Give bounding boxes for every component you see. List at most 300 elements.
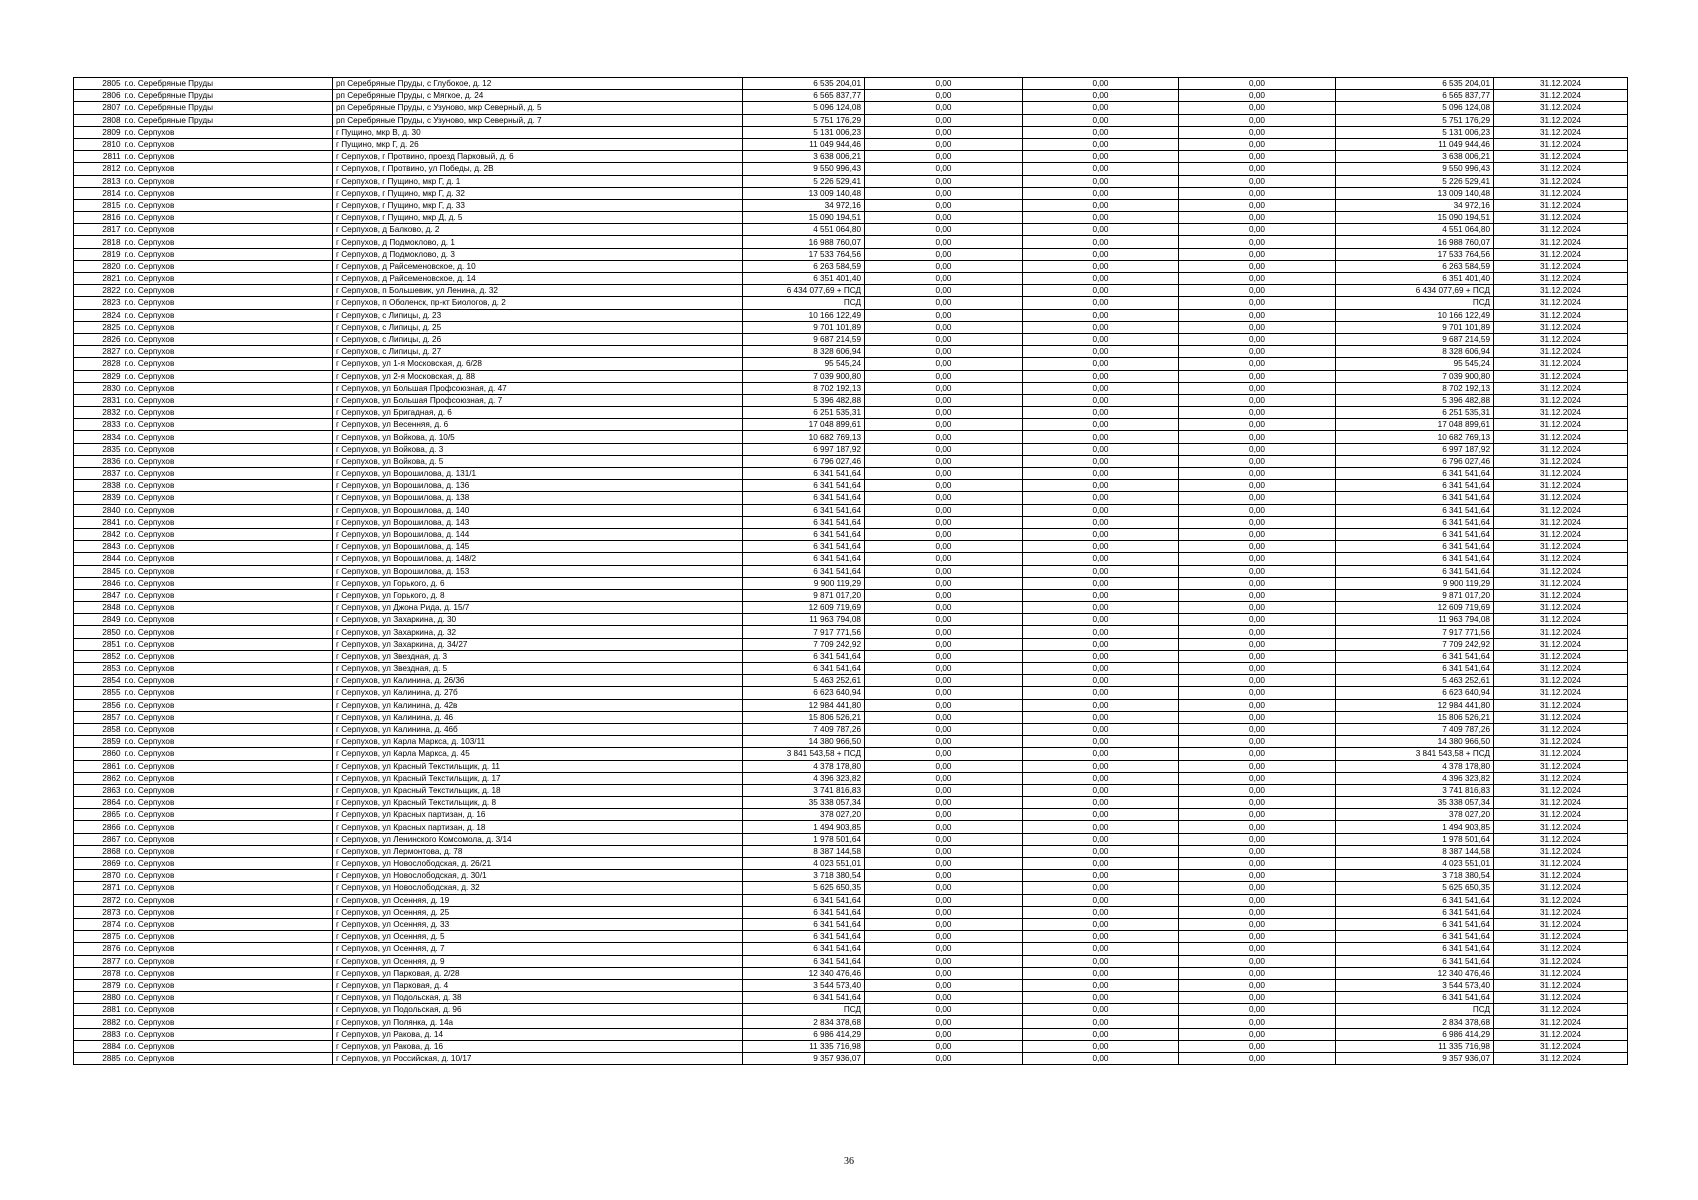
- remaining-cost-cell: 13 009 140,48: [1336, 187, 1494, 199]
- table-row: [74, 102, 1628, 114]
- value-cell-a: 0,00: [865, 918, 1023, 930]
- municipality-cell: г.о. Серпухов: [123, 1053, 333, 1065]
- remaining-cost-cell: 6 434 077,69 + ПСД: [1336, 285, 1494, 297]
- date-cell: 31.12.2024: [1494, 821, 1628, 833]
- row-number: 2885: [74, 1053, 123, 1065]
- value-cell-a: 0,00: [865, 845, 1023, 857]
- row-number: 2868: [74, 845, 123, 857]
- value-cell-c: 0,00: [1179, 1016, 1336, 1028]
- municipality-cell: г.о. Серпухов: [123, 870, 333, 882]
- municipality-cell: г.о. Серпухов: [123, 224, 333, 236]
- remaining-cost-cell: 95 545,24: [1336, 358, 1494, 370]
- table-row: [74, 468, 1628, 480]
- value-cell-b: 0,00: [1023, 711, 1179, 723]
- table-row: [74, 589, 1628, 601]
- remaining-cost-cell: 6 341 541,64: [1336, 650, 1494, 662]
- value-cell-b: 0,00: [1023, 760, 1179, 772]
- value-cell-c: 0,00: [1179, 407, 1336, 419]
- municipality-cell: г.о. Серебряные Пруды: [123, 102, 333, 114]
- date-cell: 31.12.2024: [1494, 1004, 1628, 1016]
- municipality-cell: г.о. Серпухов: [123, 187, 333, 199]
- value-cell-c: 0,00: [1179, 931, 1336, 943]
- date-cell: 31.12.2024: [1494, 699, 1628, 711]
- remaining-cost-cell: 34 972,16: [1336, 199, 1494, 211]
- row-number: 2830: [74, 382, 123, 394]
- table-row: [74, 687, 1628, 699]
- total-cost-cell: 15 806 526,21: [743, 711, 865, 723]
- value-cell-a: 0,00: [865, 382, 1023, 394]
- value-cell-c: 0,00: [1179, 126, 1336, 138]
- table-row: [74, 809, 1628, 821]
- remaining-cost-cell: 11 335 716,98: [1336, 1040, 1494, 1052]
- total-cost-cell: 6 997 187,92: [743, 443, 865, 455]
- date-cell: 31.12.2024: [1494, 468, 1628, 480]
- value-cell-c: 0,00: [1179, 212, 1336, 224]
- value-cell-c: 0,00: [1179, 199, 1336, 211]
- date-cell: 31.12.2024: [1494, 772, 1628, 784]
- value-cell-a: 0,00: [865, 480, 1023, 492]
- address-cell: г Серпухов, д Подмоклово, д. 1: [333, 236, 743, 248]
- value-cell-a: 0,00: [865, 992, 1023, 1004]
- total-cost-cell: ПСД: [743, 1004, 865, 1016]
- address-cell: г Серпухов, г Протвино, проезд Парковый, д. 6: [333, 151, 743, 163]
- address-cell: г Серпухов, ул 2-я Московская, д. 88: [333, 370, 743, 382]
- value-cell-a: 0,00: [865, 784, 1023, 796]
- remaining-cost-cell: 1 494 903,85: [1336, 821, 1494, 833]
- address-cell: г Серпухов, ул Ракова, д. 16: [333, 1040, 743, 1052]
- total-cost-cell: 34 972,16: [743, 199, 865, 211]
- row-number: 2865: [74, 809, 123, 821]
- row-number: 2821: [74, 273, 123, 285]
- value-cell-b: 0,00: [1023, 78, 1179, 90]
- value-cell-a: 0,00: [865, 687, 1023, 699]
- table-row: [74, 858, 1628, 870]
- remaining-cost-cell: 6 341 541,64: [1336, 480, 1494, 492]
- municipality-cell: г.о. Серпухов: [123, 943, 333, 955]
- value-cell-c: 0,00: [1179, 967, 1336, 979]
- row-number: 2837: [74, 468, 123, 480]
- municipality-cell: г.о. Серпухов: [123, 443, 333, 455]
- value-cell-b: 0,00: [1023, 468, 1179, 480]
- value-cell-b: 0,00: [1023, 309, 1179, 321]
- value-cell-b: 0,00: [1023, 1028, 1179, 1040]
- table-row: [74, 748, 1628, 760]
- municipality-cell: г.о. Серпухов: [123, 480, 333, 492]
- total-cost-cell: 13 009 140,48: [743, 187, 865, 199]
- value-cell-c: 0,00: [1179, 699, 1336, 711]
- table-row: [74, 833, 1628, 845]
- value-cell-c: 0,00: [1179, 163, 1336, 175]
- remaining-cost-cell: 6 341 541,64: [1336, 553, 1494, 565]
- value-cell-b: 0,00: [1023, 431, 1179, 443]
- table-row: [74, 1040, 1628, 1052]
- value-cell-b: 0,00: [1023, 955, 1179, 967]
- municipality-cell: г.о. Серпухов: [123, 431, 333, 443]
- total-cost-cell: 11 963 794,08: [743, 614, 865, 626]
- table-row: [74, 394, 1628, 406]
- table-row: [74, 236, 1628, 248]
- value-cell-c: 0,00: [1179, 224, 1336, 236]
- total-cost-cell: 9 900 119,29: [743, 577, 865, 589]
- value-cell-a: 0,00: [865, 870, 1023, 882]
- value-cell-b: 0,00: [1023, 1040, 1179, 1052]
- municipality-cell: г.о. Серпухов: [123, 285, 333, 297]
- total-cost-cell: 12 609 719,69: [743, 602, 865, 614]
- value-cell-b: 0,00: [1023, 797, 1179, 809]
- municipality-cell: г.о. Серпухов: [123, 175, 333, 187]
- total-cost-cell: 8 328 606,94: [743, 346, 865, 358]
- table-row: [74, 248, 1628, 260]
- remaining-cost-cell: 4 551 064,80: [1336, 224, 1494, 236]
- municipality-cell: г.о. Серпухов: [123, 565, 333, 577]
- table-row: [74, 273, 1628, 285]
- address-cell: г Серпухов, ул Ворошилова, д. 148/2: [333, 553, 743, 565]
- value-cell-c: 0,00: [1179, 114, 1336, 126]
- municipality-cell: г.о. Серпухов: [123, 723, 333, 735]
- date-cell: 31.12.2024: [1494, 455, 1628, 467]
- value-cell-a: 0,00: [865, 260, 1023, 272]
- municipality-cell: г.о. Серпухов: [123, 273, 333, 285]
- value-cell-b: 0,00: [1023, 833, 1179, 845]
- date-cell: 31.12.2024: [1494, 126, 1628, 138]
- row-number: 2808: [74, 114, 123, 126]
- remaining-cost-cell: 9 687 214,59: [1336, 333, 1494, 345]
- value-cell-a: 0,00: [865, 199, 1023, 211]
- value-cell-b: 0,00: [1023, 992, 1179, 1004]
- value-cell-b: 0,00: [1023, 602, 1179, 614]
- municipality-cell: г.о. Серпухов: [123, 955, 333, 967]
- address-cell: г Серпухов, ул Осенняя, д. 7: [333, 943, 743, 955]
- address-cell: г Серпухов, ул Осенняя, д. 9: [333, 955, 743, 967]
- remaining-cost-cell: 6 341 541,64: [1336, 663, 1494, 675]
- value-cell-b: 0,00: [1023, 321, 1179, 333]
- value-cell-b: 0,00: [1023, 553, 1179, 565]
- value-cell-c: 0,00: [1179, 419, 1336, 431]
- remaining-cost-cell: 9 357 936,07: [1336, 1053, 1494, 1065]
- date-cell: 31.12.2024: [1494, 333, 1628, 345]
- row-number: 2849: [74, 614, 123, 626]
- value-cell-c: 0,00: [1179, 589, 1336, 601]
- address-cell: г Серпухов, ул Новослободская, д. 26/21: [333, 858, 743, 870]
- date-cell: 31.12.2024: [1494, 1053, 1628, 1065]
- row-number: 2858: [74, 723, 123, 735]
- value-cell-a: 0,00: [865, 358, 1023, 370]
- remaining-cost-cell: 6 341 541,64: [1336, 918, 1494, 930]
- value-cell-c: 0,00: [1179, 711, 1336, 723]
- table-row: [74, 760, 1628, 772]
- table-row: [74, 663, 1628, 675]
- municipality-cell: г.о. Серпухов: [123, 967, 333, 979]
- total-cost-cell: 6 341 541,64: [743, 565, 865, 577]
- municipality-cell: г.о. Серпухов: [123, 845, 333, 857]
- address-cell: г Серпухов, ул Бригадная, д. 6: [333, 407, 743, 419]
- row-number: 2818: [74, 236, 123, 248]
- total-cost-cell: 12 340 476,46: [743, 967, 865, 979]
- table-row: [74, 723, 1628, 735]
- value-cell-a: 0,00: [865, 614, 1023, 626]
- value-cell-b: 0,00: [1023, 504, 1179, 516]
- address-cell: г Серпухов, ул Осенняя, д. 25: [333, 906, 743, 918]
- remaining-cost-cell: 3 718 380,54: [1336, 870, 1494, 882]
- remaining-cost-cell: 6 341 541,64: [1336, 894, 1494, 906]
- row-number: 2866: [74, 821, 123, 833]
- remaining-cost-cell: 5 131 006,23: [1336, 126, 1494, 138]
- row-number: 2855: [74, 687, 123, 699]
- total-cost-cell: 9 550 996,43: [743, 163, 865, 175]
- total-cost-cell: 6 341 541,64: [743, 480, 865, 492]
- municipality-cell: г.о. Серпухов: [123, 248, 333, 260]
- value-cell-b: 0,00: [1023, 114, 1179, 126]
- date-cell: 31.12.2024: [1494, 260, 1628, 272]
- value-cell-a: 0,00: [865, 455, 1023, 467]
- municipality-cell: г.о. Серпухов: [123, 748, 333, 760]
- row-number: 2874: [74, 918, 123, 930]
- row-number: 2883: [74, 1028, 123, 1040]
- value-cell-a: 0,00: [865, 212, 1023, 224]
- row-number: 2814: [74, 187, 123, 199]
- total-cost-cell: 3 638 006,21: [743, 151, 865, 163]
- value-cell-a: 0,00: [865, 1028, 1023, 1040]
- total-cost-cell: 4 378 178,80: [743, 760, 865, 772]
- municipality-cell: г.о. Серпухов: [123, 675, 333, 687]
- row-number: 2853: [74, 663, 123, 675]
- value-cell-b: 0,00: [1023, 516, 1179, 528]
- value-cell-b: 0,00: [1023, 723, 1179, 735]
- total-cost-cell: 6 796 027,46: [743, 455, 865, 467]
- municipality-cell: г.о. Серпухов: [123, 906, 333, 918]
- remaining-cost-cell: 5 396 482,88: [1336, 394, 1494, 406]
- municipality-cell: г.о. Серпухов: [123, 882, 333, 894]
- remaining-cost-cell: 7 709 242,92: [1336, 638, 1494, 650]
- total-cost-cell: 14 380 966,50: [743, 736, 865, 748]
- municipality-cell: г.о. Серпухов: [123, 1016, 333, 1028]
- value-cell-b: 0,00: [1023, 1016, 1179, 1028]
- value-cell-a: 0,00: [865, 126, 1023, 138]
- address-cell: г Серпухов, ул Ворошилова, д. 140: [333, 504, 743, 516]
- value-cell-c: 0,00: [1179, 443, 1336, 455]
- remaining-cost-cell: 7 409 787,26: [1336, 723, 1494, 735]
- total-cost-cell: 5 625 650,35: [743, 882, 865, 894]
- date-cell: 31.12.2024: [1494, 394, 1628, 406]
- address-cell: г Серпухов, ул Лермонтова, д. 78: [333, 845, 743, 857]
- value-cell-c: 0,00: [1179, 480, 1336, 492]
- municipality-cell: г.о. Серпухов: [123, 212, 333, 224]
- date-cell: 31.12.2024: [1494, 309, 1628, 321]
- value-cell-b: 0,00: [1023, 589, 1179, 601]
- value-cell-b: 0,00: [1023, 906, 1179, 918]
- value-cell-c: 0,00: [1179, 858, 1336, 870]
- total-cost-cell: 5 226 529,41: [743, 175, 865, 187]
- address-cell: г Серпухов, ул Большая Профсоюзная, д. 7: [333, 394, 743, 406]
- total-cost-cell: 9 871 017,20: [743, 589, 865, 601]
- total-cost-cell: 6 341 541,64: [743, 955, 865, 967]
- value-cell-c: 0,00: [1179, 248, 1336, 260]
- remaining-cost-cell: 6 565 837,77: [1336, 90, 1494, 102]
- value-cell-b: 0,00: [1023, 346, 1179, 358]
- value-cell-a: 0,00: [865, 748, 1023, 760]
- address-cell: рп Серебряные Пруды, с Мягкое, д. 24: [333, 90, 743, 102]
- row-number: 2850: [74, 626, 123, 638]
- remaining-cost-cell: 14 380 966,50: [1336, 736, 1494, 748]
- remaining-cost-cell: 7 039 900,80: [1336, 370, 1494, 382]
- value-cell-c: 0,00: [1179, 565, 1336, 577]
- row-number: 2877: [74, 955, 123, 967]
- value-cell-b: 0,00: [1023, 931, 1179, 943]
- value-cell-b: 0,00: [1023, 784, 1179, 796]
- municipality-cell: г.о. Серпухов: [123, 638, 333, 650]
- remaining-cost-cell: 2 834 378,68: [1336, 1016, 1494, 1028]
- date-cell: 31.12.2024: [1494, 565, 1628, 577]
- remaining-cost-cell: 6 341 541,64: [1336, 992, 1494, 1004]
- value-cell-c: 0,00: [1179, 321, 1336, 333]
- row-number: 2851: [74, 638, 123, 650]
- address-cell: г Серпухов, ул 1-я Московская, д. 6/28: [333, 358, 743, 370]
- address-cell: г Серпухов, ул Ворошилова, д. 144: [333, 528, 743, 540]
- value-cell-c: 0,00: [1179, 370, 1336, 382]
- date-cell: 31.12.2024: [1494, 236, 1628, 248]
- value-cell-a: 0,00: [865, 711, 1023, 723]
- value-cell-a: 0,00: [865, 979, 1023, 991]
- date-cell: 31.12.2024: [1494, 504, 1628, 516]
- municipality-cell: г.о. Серпухов: [123, 333, 333, 345]
- date-cell: 31.12.2024: [1494, 675, 1628, 687]
- value-cell-a: 0,00: [865, 772, 1023, 784]
- total-cost-cell: 8 702 192,13: [743, 382, 865, 394]
- address-cell: г Серпухов, ул Войкова, д. 5: [333, 455, 743, 467]
- municipality-cell: г.о. Серпухов: [123, 931, 333, 943]
- date-cell: 31.12.2024: [1494, 382, 1628, 394]
- table-row: [74, 1016, 1628, 1028]
- remaining-cost-cell: 6 623 640,94: [1336, 687, 1494, 699]
- total-cost-cell: 6 341 541,64: [743, 541, 865, 553]
- value-cell-c: 0,00: [1179, 394, 1336, 406]
- table-row: [74, 321, 1628, 333]
- date-cell: 31.12.2024: [1494, 1016, 1628, 1028]
- table-row: [74, 943, 1628, 955]
- address-cell: г Серпухов, ул Подольская, д. 38: [333, 992, 743, 1004]
- total-cost-cell: 6 341 541,64: [743, 663, 865, 675]
- value-cell-a: 0,00: [865, 1040, 1023, 1052]
- value-cell-c: 0,00: [1179, 431, 1336, 443]
- value-cell-a: 0,00: [865, 346, 1023, 358]
- value-cell-a: 0,00: [865, 102, 1023, 114]
- total-cost-cell: 5 463 252,61: [743, 675, 865, 687]
- municipality-cell: г.о. Серпухов: [123, 419, 333, 431]
- value-cell-b: 0,00: [1023, 248, 1179, 260]
- table-row: [74, 626, 1628, 638]
- value-cell-a: 0,00: [865, 809, 1023, 821]
- address-cell: г Серпухов, д Райсеменовское, д. 10: [333, 260, 743, 272]
- value-cell-a: 0,00: [865, 821, 1023, 833]
- table-row: [74, 992, 1628, 1004]
- row-number: 2827: [74, 346, 123, 358]
- value-cell-a: 0,00: [865, 906, 1023, 918]
- municipality-cell: г.о. Серебряные Пруды: [123, 114, 333, 126]
- row-number: 2876: [74, 943, 123, 955]
- value-cell-c: 0,00: [1179, 906, 1336, 918]
- date-cell: 31.12.2024: [1494, 711, 1628, 723]
- remaining-cost-cell: 1 978 501,64: [1336, 833, 1494, 845]
- total-cost-cell: 6 251 535,31: [743, 407, 865, 419]
- table-row: [74, 955, 1628, 967]
- value-cell-a: 0,00: [865, 78, 1023, 90]
- address-cell: г Пущино, мкр Г, д. 26: [333, 138, 743, 150]
- remaining-cost-cell: 3 841 543,58 + ПСД: [1336, 748, 1494, 760]
- remaining-cost-cell: 5 226 529,41: [1336, 175, 1494, 187]
- total-cost-cell: 7 039 900,80: [743, 370, 865, 382]
- date-cell: 31.12.2024: [1494, 626, 1628, 638]
- municipality-cell: г.о. Серпухов: [123, 772, 333, 784]
- value-cell-c: 0,00: [1179, 602, 1336, 614]
- address-cell: г Серпухов, ул Ворошилова, д. 138: [333, 492, 743, 504]
- value-cell-c: 0,00: [1179, 943, 1336, 955]
- table-row: [74, 553, 1628, 565]
- value-cell-a: 0,00: [865, 553, 1023, 565]
- date-cell: 31.12.2024: [1494, 845, 1628, 857]
- date-cell: 31.12.2024: [1494, 931, 1628, 943]
- value-cell-b: 0,00: [1023, 224, 1179, 236]
- address-cell: г Серпухов, ул Весенняя, д. 6: [333, 419, 743, 431]
- municipality-cell: г.о. Серпухов: [123, 199, 333, 211]
- total-cost-cell: 6 565 837,77: [743, 90, 865, 102]
- row-number: 2820: [74, 260, 123, 272]
- row-number: 2832: [74, 407, 123, 419]
- date-cell: 31.12.2024: [1494, 797, 1628, 809]
- remaining-cost-cell: 6 341 541,64: [1336, 492, 1494, 504]
- table-row: [74, 821, 1628, 833]
- remaining-cost-cell: 9 900 119,29: [1336, 577, 1494, 589]
- date-cell: 31.12.2024: [1494, 760, 1628, 772]
- remaining-cost-cell: 6 341 541,64: [1336, 504, 1494, 516]
- data-table: [73, 77, 1628, 1065]
- row-number: 2854: [74, 675, 123, 687]
- value-cell-b: 0,00: [1023, 626, 1179, 638]
- address-cell: г Серпухов, ул Красный Текстильщик, д. 17: [333, 772, 743, 784]
- total-cost-cell: 3 544 573,40: [743, 979, 865, 991]
- value-cell-c: 0,00: [1179, 675, 1336, 687]
- date-cell: 31.12.2024: [1494, 528, 1628, 540]
- value-cell-c: 0,00: [1179, 236, 1336, 248]
- table-row: [74, 906, 1628, 918]
- total-cost-cell: 6 351 401,40: [743, 273, 865, 285]
- value-cell-a: 0,00: [865, 187, 1023, 199]
- remaining-cost-cell: 6 341 541,64: [1336, 931, 1494, 943]
- value-cell-b: 0,00: [1023, 333, 1179, 345]
- total-cost-cell: 3 841 543,58 + ПСД: [743, 748, 865, 760]
- value-cell-c: 0,00: [1179, 1040, 1336, 1052]
- value-cell-a: 0,00: [865, 858, 1023, 870]
- municipality-cell: г.о. Серпухов: [123, 151, 333, 163]
- row-number: 2824: [74, 309, 123, 321]
- date-cell: 31.12.2024: [1494, 431, 1628, 443]
- municipality-cell: г.о. Серпухов: [123, 346, 333, 358]
- table-row: [74, 784, 1628, 796]
- date-cell: 31.12.2024: [1494, 443, 1628, 455]
- table-row: [74, 358, 1628, 370]
- date-cell: 31.12.2024: [1494, 78, 1628, 90]
- table-row: [74, 516, 1628, 528]
- remaining-cost-cell: 6 341 541,64: [1336, 468, 1494, 480]
- value-cell-a: 0,00: [865, 151, 1023, 163]
- value-cell-a: 0,00: [865, 309, 1023, 321]
- total-cost-cell: 9 687 214,59: [743, 333, 865, 345]
- value-cell-b: 0,00: [1023, 236, 1179, 248]
- table-row: [74, 333, 1628, 345]
- remaining-cost-cell: 4 378 178,80: [1336, 760, 1494, 772]
- value-cell-c: 0,00: [1179, 78, 1336, 90]
- date-cell: 31.12.2024: [1494, 273, 1628, 285]
- value-cell-a: 0,00: [865, 528, 1023, 540]
